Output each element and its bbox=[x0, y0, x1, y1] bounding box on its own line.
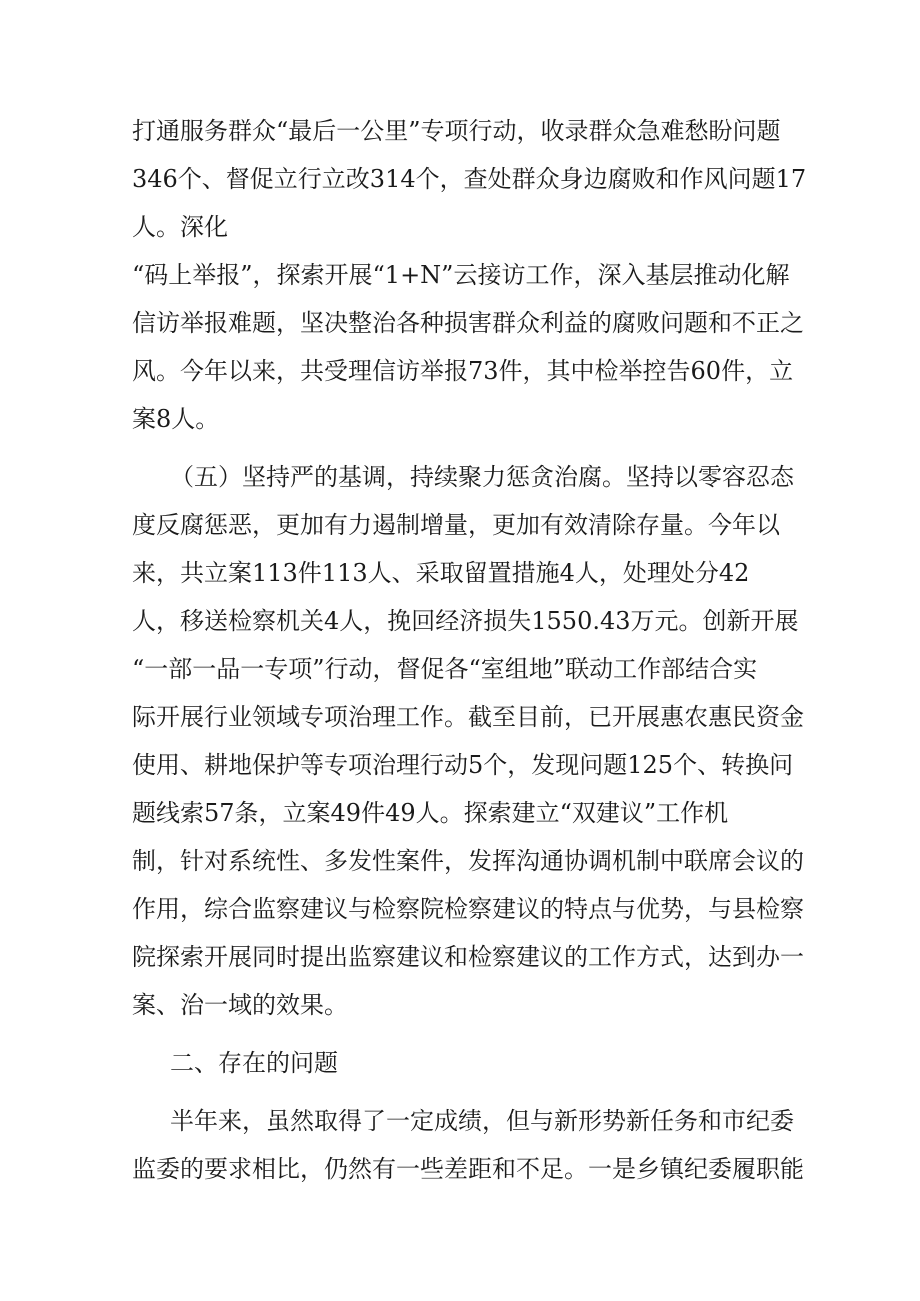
text-line: “码上举报”，探索开展“1+N”云接访工作，深入基层推动化解 bbox=[132, 261, 790, 289]
text-line: 信访举报难题，坚决整治各种损害群众利益的腐败问题和不正之 bbox=[132, 309, 804, 337]
text-line: 案、治一域的效果。 bbox=[132, 991, 348, 1019]
paragraph-heading-five: （五）坚持严的基调，持续聚力惩贪治腐。坚持以零容忍态 bbox=[170, 463, 794, 491]
text-line: 监委的要求相比，仍然有一些差距和不足。一是乡镇纪委履职能 bbox=[132, 1155, 804, 1183]
text-line: 度反腐惩恶，更加有力遏制增量，更加有效清除存量。今年以 bbox=[132, 511, 780, 539]
text-line: 打通服务群众“最后一公里”专项行动，收录群众急难愁盼问题 bbox=[132, 117, 781, 145]
text-line: 346个、督促立行立改314个，查处群众身边腐败和作风问题17 bbox=[132, 165, 807, 193]
section-heading: 二、存在的问题 bbox=[170, 1049, 338, 1077]
text-line: 作用，综合监察建议与检察院检察建议的特点与优势，与县检察 bbox=[132, 895, 804, 923]
text-line: 半年来，虽然取得了一定成绩，但与新形势新任务和市纪委 bbox=[170, 1107, 794, 1135]
text-line: 使用、耕地保护等专项治理行动5个，发现问题125个、转换问 bbox=[132, 751, 794, 779]
text-line: 风。今年以来，共受理信访举报73件，其中检举控告60件，立 bbox=[132, 357, 794, 385]
text-line: 题线索57条，立案49件49人。探索建立“双建议”工作机 bbox=[132, 799, 729, 827]
text-line: 际开展行业领域专项治理工作。截至目前，已开展惠农惠民资金 bbox=[132, 703, 804, 731]
text-line: “一部一品一专项”行动，督促各“室组地”联动工作部结合实 bbox=[132, 655, 758, 683]
text-line: 人，移送检察机关4人，挽回经济损失1550.43万元。创新开展 bbox=[132, 607, 799, 635]
text-line: 人。深化 bbox=[132, 213, 228, 241]
text-line: 来，共立案113件113人、采取留置措施4人，处理处分42 bbox=[132, 559, 750, 587]
text-line: 院探索开展同时提出监察建议和检察建议的工作方式，达到办一 bbox=[132, 943, 804, 971]
text-line: 制，针对系统性、多发性案件，发挥沟通协调机制中联席会议的 bbox=[132, 847, 804, 875]
text-line: 案8人。 bbox=[132, 405, 220, 433]
